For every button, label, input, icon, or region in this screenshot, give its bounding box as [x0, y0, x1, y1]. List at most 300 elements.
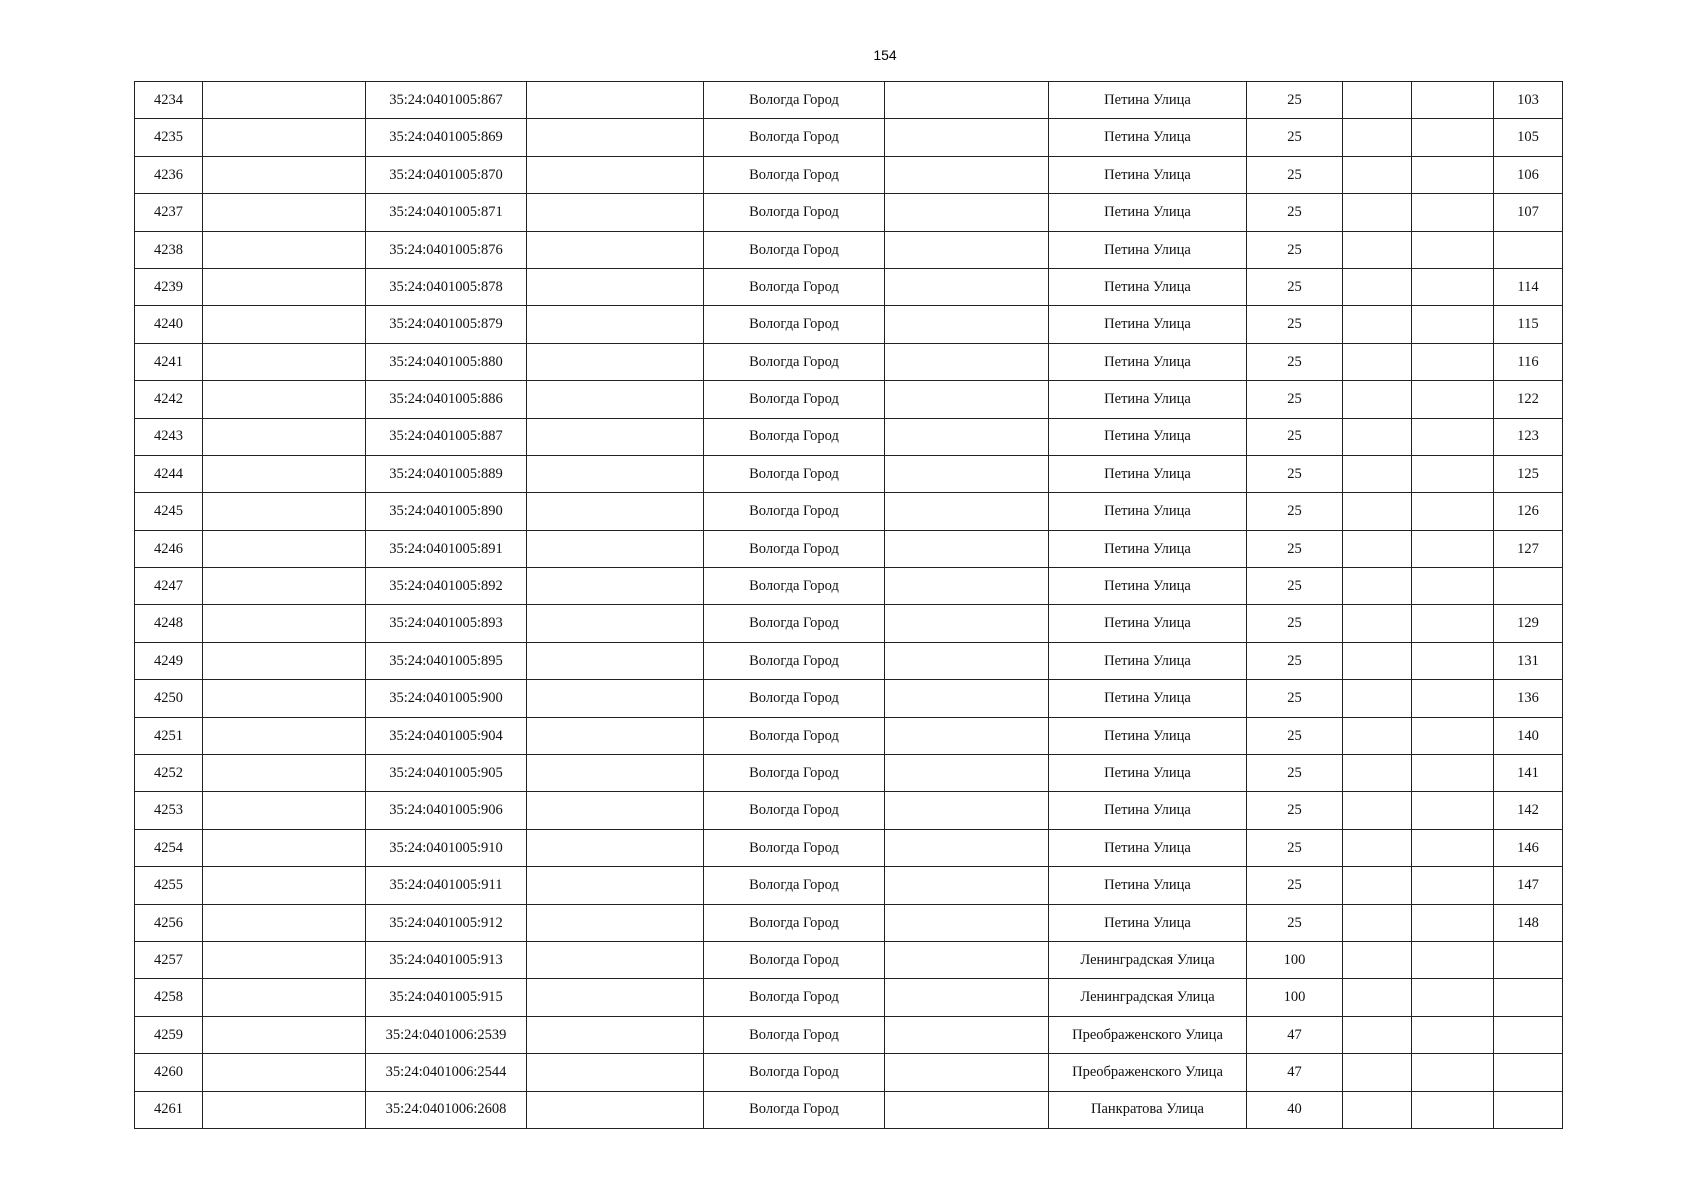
house-number-cell: 25 [1247, 568, 1343, 605]
table-row [135, 1016, 1563, 1053]
table-row [135, 418, 1563, 455]
apartment-number-cell [1494, 1054, 1563, 1091]
blank-cell [203, 1091, 366, 1128]
record-number-cell: 4247 [135, 568, 203, 605]
blank-cell [203, 642, 366, 679]
table-row [135, 829, 1563, 866]
apartment-number-cell: 142 [1494, 792, 1563, 829]
house-number-cell: 25 [1247, 493, 1343, 530]
city-cell: Вологда Город [704, 381, 885, 418]
record-number-cell: 4254 [135, 829, 203, 866]
blank-cell [1412, 717, 1494, 754]
blank-cell [1343, 268, 1412, 305]
blank-cell [527, 717, 704, 754]
city-cell: Вологда Город [704, 867, 885, 904]
street-cell: Петина Улица [1049, 343, 1247, 380]
house-number-cell: 25 [1247, 343, 1343, 380]
street-cell: Петина Улица [1049, 418, 1247, 455]
apartment-number-cell [1494, 568, 1563, 605]
blank-cell [527, 418, 704, 455]
record-number-cell: 4240 [135, 306, 203, 343]
blank-cell [527, 904, 704, 941]
cadastral-number-cell: 35:24:0401005:900 [366, 680, 527, 717]
blank-cell [527, 530, 704, 567]
house-number-cell: 25 [1247, 904, 1343, 941]
cadastral-number-cell: 35:24:0401006:2608 [366, 1091, 527, 1128]
blank-cell [1343, 493, 1412, 530]
street-cell: Петина Улица [1049, 568, 1247, 605]
apartment-number-cell [1494, 941, 1563, 978]
street-cell: Петина Улица [1049, 605, 1247, 642]
blank-cell [1343, 680, 1412, 717]
blank-cell [527, 605, 704, 642]
blank-cell [203, 381, 366, 418]
blank-cell [1343, 156, 1412, 193]
house-number-cell: 47 [1247, 1054, 1343, 1091]
blank-cell [1343, 979, 1412, 1016]
blank-cell [885, 1091, 1049, 1128]
blank-cell [1412, 493, 1494, 530]
street-cell: Ленинградская Улица [1049, 941, 1247, 978]
blank-cell [203, 867, 366, 904]
blank-cell [203, 941, 366, 978]
cadastral-number-cell: 35:24:0401005:878 [366, 268, 527, 305]
blank-cell [885, 306, 1049, 343]
apartment-number-cell: 103 [1494, 82, 1563, 119]
blank-cell [1343, 755, 1412, 792]
street-cell: Панкратова Улица [1049, 1091, 1247, 1128]
street-cell: Петина Улица [1049, 455, 1247, 492]
cadastral-number-cell: 35:24:0401005:910 [366, 829, 527, 866]
record-number-cell: 4242 [135, 381, 203, 418]
city-cell: Вологда Город [704, 1054, 885, 1091]
table-row [135, 642, 1563, 679]
record-number-cell: 4243 [135, 418, 203, 455]
blank-cell [203, 268, 366, 305]
apartment-number-cell: 146 [1494, 829, 1563, 866]
house-number-cell: 25 [1247, 605, 1343, 642]
blank-cell [1412, 268, 1494, 305]
city-cell: Вологда Город [704, 792, 885, 829]
street-cell: Петина Улица [1049, 904, 1247, 941]
city-cell: Вологда Город [704, 680, 885, 717]
blank-cell [527, 455, 704, 492]
cadastral-number-cell: 35:24:0401005:905 [366, 755, 527, 792]
city-cell: Вологда Город [704, 904, 885, 941]
blank-cell [1343, 530, 1412, 567]
blank-cell [527, 867, 704, 904]
street-cell: Петина Улица [1049, 829, 1247, 866]
record-number-cell: 4239 [135, 268, 203, 305]
table-row [135, 979, 1563, 1016]
house-number-cell: 100 [1247, 979, 1343, 1016]
blank-cell [203, 904, 366, 941]
record-number-cell: 4250 [135, 680, 203, 717]
blank-cell [885, 418, 1049, 455]
blank-cell [527, 194, 704, 231]
table-row [135, 605, 1563, 642]
house-number-cell: 25 [1247, 755, 1343, 792]
blank-cell [885, 904, 1049, 941]
blank-cell [1343, 418, 1412, 455]
page-number: 154 [873, 47, 897, 63]
blank-cell [885, 792, 1049, 829]
registry-table-body [135, 82, 1563, 1129]
blank-cell [1412, 642, 1494, 679]
blank-cell [203, 829, 366, 866]
blank-cell [1343, 1091, 1412, 1128]
record-number-cell: 4251 [135, 717, 203, 754]
apartment-number-cell: 129 [1494, 605, 1563, 642]
blank-cell [203, 418, 366, 455]
apartment-number-cell: 116 [1494, 343, 1563, 380]
house-number-cell: 25 [1247, 119, 1343, 156]
street-cell: Петина Улица [1049, 755, 1247, 792]
blank-cell [203, 530, 366, 567]
blank-cell [527, 680, 704, 717]
blank-cell [885, 680, 1049, 717]
blank-cell [1412, 231, 1494, 268]
street-cell: Петина Улица [1049, 493, 1247, 530]
table-row [135, 82, 1563, 119]
city-cell: Вологда Город [704, 568, 885, 605]
blank-cell [1412, 82, 1494, 119]
street-cell: Петина Улица [1049, 530, 1247, 567]
blank-cell [1343, 941, 1412, 978]
blank-cell [1412, 755, 1494, 792]
blank-cell [1343, 829, 1412, 866]
apartment-number-cell: 125 [1494, 455, 1563, 492]
blank-cell [885, 867, 1049, 904]
house-number-cell: 47 [1247, 1016, 1343, 1053]
blank-cell [203, 194, 366, 231]
blank-cell [885, 1016, 1049, 1053]
registry-table [134, 81, 1563, 1129]
blank-cell [1343, 1054, 1412, 1091]
house-number-cell: 25 [1247, 829, 1343, 866]
blank-cell [1343, 194, 1412, 231]
blank-cell [527, 1054, 704, 1091]
blank-cell [527, 941, 704, 978]
blank-cell [885, 231, 1049, 268]
blank-cell [885, 568, 1049, 605]
apartment-number-cell: 140 [1494, 717, 1563, 754]
record-number-cell: 4235 [135, 119, 203, 156]
record-number-cell: 4261 [135, 1091, 203, 1128]
blank-cell [527, 792, 704, 829]
blank-cell [885, 119, 1049, 156]
cadastral-number-cell: 35:24:0401005:867 [366, 82, 527, 119]
blank-cell [527, 268, 704, 305]
blank-cell [885, 156, 1049, 193]
blank-cell [203, 343, 366, 380]
apartment-number-cell: 141 [1494, 755, 1563, 792]
city-cell: Вологда Город [704, 455, 885, 492]
blank-cell [1343, 904, 1412, 941]
table-row [135, 941, 1563, 978]
street-cell: Преображенского Улица [1049, 1016, 1247, 1053]
apartment-number-cell: 126 [1494, 493, 1563, 530]
blank-cell [1412, 792, 1494, 829]
apartment-number-cell: 147 [1494, 867, 1563, 904]
blank-cell [885, 455, 1049, 492]
record-number-cell: 4244 [135, 455, 203, 492]
cadastral-number-cell: 35:24:0401005:895 [366, 642, 527, 679]
record-number-cell: 4259 [135, 1016, 203, 1053]
city-cell: Вологда Город [704, 1091, 885, 1128]
apartment-number-cell: 127 [1494, 530, 1563, 567]
street-cell: Петина Улица [1049, 306, 1247, 343]
city-cell: Вологда Город [704, 605, 885, 642]
table-row [135, 493, 1563, 530]
street-cell: Ленинградская Улица [1049, 979, 1247, 1016]
house-number-cell: 25 [1247, 156, 1343, 193]
table-row [135, 1054, 1563, 1091]
city-cell: Вологда Город [704, 156, 885, 193]
blank-cell [1343, 231, 1412, 268]
house-number-cell: 25 [1247, 717, 1343, 754]
blank-cell [885, 717, 1049, 754]
table-row [135, 231, 1563, 268]
blank-cell [1412, 530, 1494, 567]
blank-cell [1343, 1016, 1412, 1053]
blank-cell [1412, 343, 1494, 380]
blank-cell [527, 1016, 704, 1053]
cadastral-number-cell: 35:24:0401005:906 [366, 792, 527, 829]
apartment-number-cell: 148 [1494, 904, 1563, 941]
record-number-cell: 4246 [135, 530, 203, 567]
blank-cell [885, 268, 1049, 305]
blank-cell [203, 455, 366, 492]
cadastral-number-cell: 35:24:0401005:879 [366, 306, 527, 343]
blank-cell [1412, 829, 1494, 866]
street-cell: Петина Улица [1049, 268, 1247, 305]
blank-cell [1343, 119, 1412, 156]
street-cell: Петина Улица [1049, 792, 1247, 829]
blank-cell [527, 343, 704, 380]
blank-cell [1343, 605, 1412, 642]
blank-cell [203, 605, 366, 642]
blank-cell [885, 605, 1049, 642]
city-cell: Вологда Город [704, 979, 885, 1016]
city-cell: Вологда Город [704, 194, 885, 231]
city-cell: Вологда Город [704, 306, 885, 343]
blank-cell [1343, 381, 1412, 418]
cadastral-number-cell: 35:24:0401005:911 [366, 867, 527, 904]
street-cell: Петина Улица [1049, 156, 1247, 193]
blank-cell [885, 381, 1049, 418]
blank-cell [1343, 568, 1412, 605]
city-cell: Вологда Город [704, 941, 885, 978]
street-cell: Петина Улица [1049, 194, 1247, 231]
table-row [135, 867, 1563, 904]
blank-cell [1412, 1091, 1494, 1128]
blank-cell [885, 642, 1049, 679]
record-number-cell: 4237 [135, 194, 203, 231]
table-row [135, 381, 1563, 418]
apartment-number-cell: 136 [1494, 680, 1563, 717]
house-number-cell: 25 [1247, 680, 1343, 717]
street-cell: Петина Улица [1049, 867, 1247, 904]
blank-cell [1412, 119, 1494, 156]
street-cell: Преображенского Улица [1049, 1054, 1247, 1091]
blank-cell [527, 156, 704, 193]
blank-cell [1412, 979, 1494, 1016]
record-number-cell: 4258 [135, 979, 203, 1016]
blank-cell [1412, 156, 1494, 193]
blank-cell [1412, 680, 1494, 717]
cadastral-number-cell: 35:24:0401005:887 [366, 418, 527, 455]
table-row [135, 306, 1563, 343]
blank-cell [527, 119, 704, 156]
apartment-number-cell: 105 [1494, 119, 1563, 156]
record-number-cell: 4241 [135, 343, 203, 380]
blank-cell [203, 979, 366, 1016]
cadastral-number-cell: 35:24:0401006:2544 [366, 1054, 527, 1091]
blank-cell [203, 493, 366, 530]
record-number-cell: 4257 [135, 941, 203, 978]
blank-cell [527, 493, 704, 530]
street-cell: Петина Улица [1049, 717, 1247, 754]
blank-cell [203, 717, 366, 754]
cadastral-number-cell: 35:24:0401005:893 [366, 605, 527, 642]
table-row [135, 568, 1563, 605]
cadastral-number-cell: 35:24:0401005:890 [366, 493, 527, 530]
cadastral-number-cell: 35:24:0401005:904 [366, 717, 527, 754]
city-cell: Вологда Город [704, 530, 885, 567]
blank-cell [203, 1016, 366, 1053]
house-number-cell: 25 [1247, 418, 1343, 455]
blank-cell [527, 306, 704, 343]
street-cell: Петина Улица [1049, 231, 1247, 268]
city-cell: Вологда Город [704, 642, 885, 679]
city-cell: Вологда Город [704, 829, 885, 866]
apartment-number-cell: 131 [1494, 642, 1563, 679]
table-row [135, 343, 1563, 380]
record-number-cell: 4260 [135, 1054, 203, 1091]
blank-cell [1412, 1016, 1494, 1053]
blank-cell [203, 755, 366, 792]
blank-cell [885, 343, 1049, 380]
house-number-cell: 25 [1247, 642, 1343, 679]
blank-cell [527, 568, 704, 605]
blank-cell [1343, 792, 1412, 829]
blank-cell [885, 493, 1049, 530]
apartment-number-cell: 123 [1494, 418, 1563, 455]
record-number-cell: 4252 [135, 755, 203, 792]
apartment-number-cell [1494, 1016, 1563, 1053]
blank-cell [1412, 1054, 1494, 1091]
record-number-cell: 4249 [135, 642, 203, 679]
blank-cell [527, 231, 704, 268]
house-number-cell: 25 [1247, 306, 1343, 343]
blank-cell [527, 381, 704, 418]
blank-cell [885, 941, 1049, 978]
table-row [135, 717, 1563, 754]
blank-cell [1412, 867, 1494, 904]
table-row [135, 755, 1563, 792]
blank-cell [1412, 568, 1494, 605]
table-row [135, 268, 1563, 305]
street-cell: Петина Улица [1049, 642, 1247, 679]
apartment-number-cell: 122 [1494, 381, 1563, 418]
blank-cell [527, 1091, 704, 1128]
street-cell: Петина Улица [1049, 82, 1247, 119]
record-number-cell: 4236 [135, 156, 203, 193]
table-row [135, 530, 1563, 567]
record-number-cell: 4256 [135, 904, 203, 941]
cadastral-number-cell: 35:24:0401006:2539 [366, 1016, 527, 1053]
city-cell: Вологда Город [704, 119, 885, 156]
table-row [135, 680, 1563, 717]
blank-cell [1343, 82, 1412, 119]
city-cell: Вологда Город [704, 231, 885, 268]
table-row [135, 904, 1563, 941]
blank-cell [1412, 605, 1494, 642]
apartment-number-cell: 106 [1494, 156, 1563, 193]
table-row [135, 792, 1563, 829]
cadastral-number-cell: 35:24:0401005:889 [366, 455, 527, 492]
city-cell: Вологда Город [704, 755, 885, 792]
cadastral-number-cell: 35:24:0401005:869 [366, 119, 527, 156]
table-row [135, 1091, 1563, 1128]
cadastral-number-cell: 35:24:0401005:871 [366, 194, 527, 231]
city-cell: Вологда Город [704, 493, 885, 530]
city-cell: Вологда Город [704, 418, 885, 455]
blank-cell [203, 792, 366, 829]
blank-cell [885, 829, 1049, 866]
street-cell: Петина Улица [1049, 119, 1247, 156]
blank-cell [1412, 941, 1494, 978]
cadastral-number-cell: 35:24:0401005:870 [366, 156, 527, 193]
blank-cell [1343, 455, 1412, 492]
table-row [135, 194, 1563, 231]
blank-cell [1412, 455, 1494, 492]
house-number-cell: 25 [1247, 792, 1343, 829]
house-number-cell: 25 [1247, 381, 1343, 418]
house-number-cell: 25 [1247, 231, 1343, 268]
blank-cell [527, 979, 704, 1016]
blank-cell [203, 82, 366, 119]
house-number-cell: 25 [1247, 194, 1343, 231]
blank-cell [885, 530, 1049, 567]
blank-cell [203, 156, 366, 193]
city-cell: Вологда Город [704, 717, 885, 754]
record-number-cell: 4245 [135, 493, 203, 530]
blank-cell [203, 568, 366, 605]
record-number-cell: 4255 [135, 867, 203, 904]
blank-cell [885, 82, 1049, 119]
blank-cell [1412, 904, 1494, 941]
record-number-cell: 4238 [135, 231, 203, 268]
house-number-cell: 25 [1247, 867, 1343, 904]
house-number-cell: 25 [1247, 82, 1343, 119]
record-number-cell: 4248 [135, 605, 203, 642]
blank-cell [1412, 194, 1494, 231]
blank-cell [885, 755, 1049, 792]
blank-cell [1343, 343, 1412, 380]
apartment-number-cell: 107 [1494, 194, 1563, 231]
apartment-number-cell [1494, 1091, 1563, 1128]
apartment-number-cell [1494, 979, 1563, 1016]
table-row [135, 455, 1563, 492]
house-number-cell: 100 [1247, 941, 1343, 978]
blank-cell [1412, 306, 1494, 343]
blank-cell [1412, 418, 1494, 455]
blank-cell [527, 829, 704, 866]
house-number-cell: 25 [1247, 530, 1343, 567]
street-cell: Петина Улица [1049, 680, 1247, 717]
